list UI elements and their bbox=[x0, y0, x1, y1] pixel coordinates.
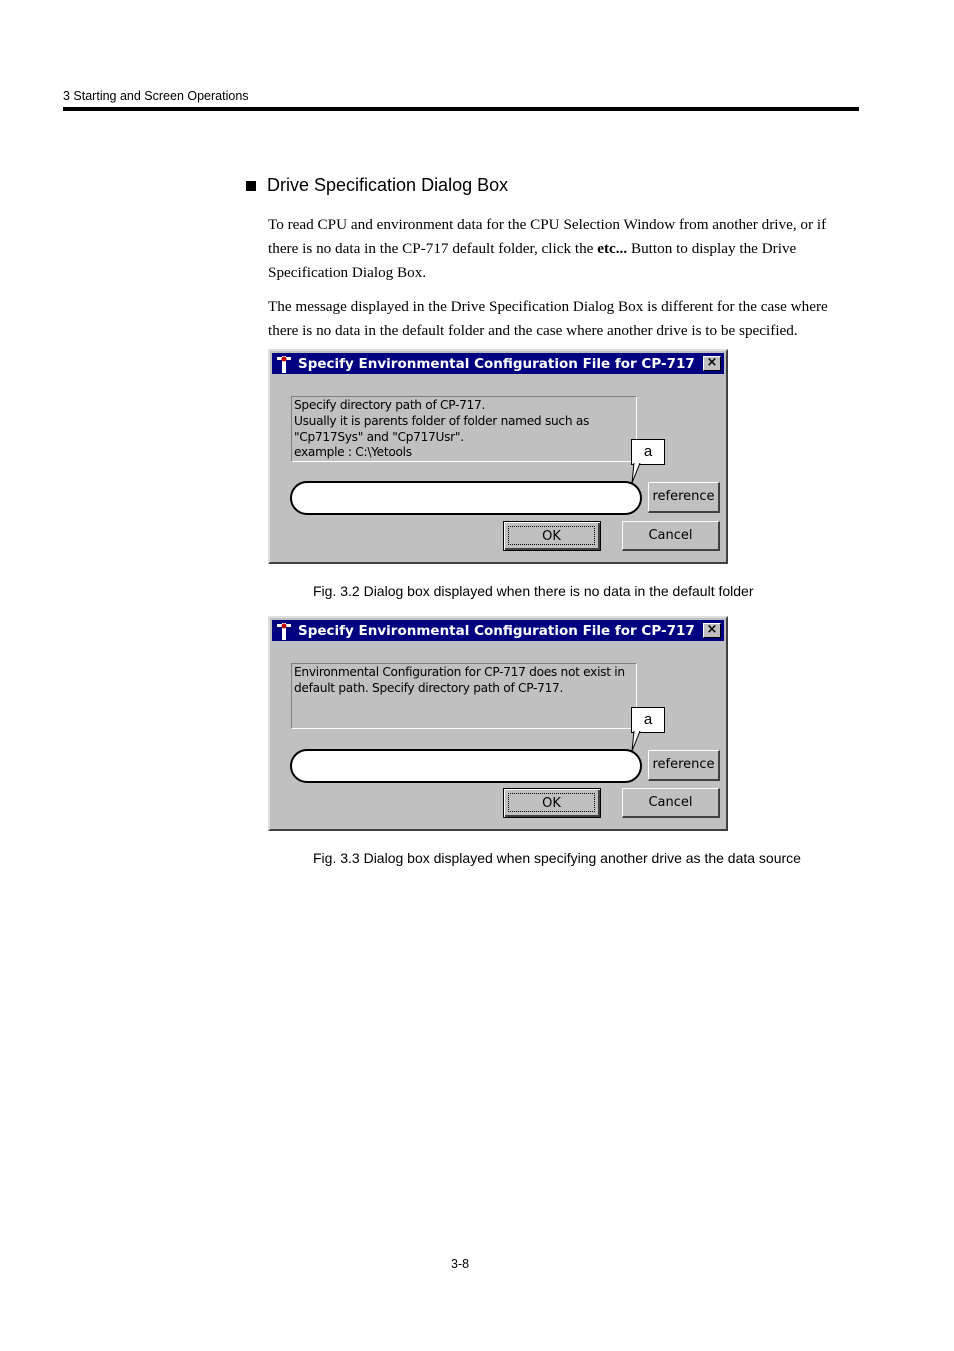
drive-spec-dialog-no-data bbox=[268, 349, 728, 564]
app-icon bbox=[276, 622, 292, 640]
close-icon: × bbox=[706, 622, 718, 637]
drive-spec-dialog-other-drive bbox=[268, 616, 728, 831]
figure-caption-3-2: Fig. 3.2 Dialog box displayed when there is no data in the default folder bbox=[313, 583, 754, 599]
reference-button[interactable]: reference bbox=[648, 750, 720, 781]
para1-text-a: To read CPU and environment data for the CPU Selection Window from another drive, or if there is no data in the CP-717 default folder, click the bbox=[268, 216, 827, 257]
callout-pointer bbox=[630, 463, 646, 485]
callout-label: a bbox=[631, 707, 665, 733]
para1-text-b: Button to display the Drive Specification Dialog Box. bbox=[268, 240, 797, 281]
message-box: Environmental Configuration for CP-717 does not exist in default path. Specify directory path of CP-717. bbox=[291, 663, 637, 729]
callout-pointer bbox=[630, 731, 646, 753]
section-heading bbox=[246, 175, 508, 196]
close-icon: × bbox=[706, 355, 718, 370]
callout-label: a bbox=[631, 439, 665, 465]
square-bullet-icon bbox=[246, 181, 256, 191]
running-header: 3 Starting and Screen Operations bbox=[63, 89, 249, 103]
dialog-titlebar bbox=[272, 620, 724, 641]
directory-path-input[interactable] bbox=[290, 481, 642, 515]
reference-button[interactable]: reference bbox=[648, 482, 720, 513]
etc-button-name: etc... bbox=[597, 240, 628, 257]
cancel-button[interactable]: Cancel bbox=[622, 521, 720, 551]
header-rule bbox=[63, 107, 859, 111]
cancel-button[interactable]: Cancel bbox=[622, 788, 720, 818]
ok-button[interactable] bbox=[503, 521, 601, 551]
directory-path-input[interactable] bbox=[290, 749, 642, 783]
page-number: 3-8 bbox=[451, 1257, 470, 1271]
figure-caption-3-3: Fig. 3.3 Dialog box displayed when specifying another drive as the data source bbox=[313, 850, 801, 866]
dialog-title: Specify Environmental Configuration File for CP-717 bbox=[298, 622, 695, 639]
ok-button[interactable] bbox=[503, 788, 601, 818]
difference-paragraph: The message displayed in the Drive Specification Dialog Box is different for the case where there is no data in the default folder and the case where another drive is to be specified. bbox=[268, 298, 828, 339]
close-button[interactable] bbox=[703, 623, 721, 638]
close-button[interactable] bbox=[703, 356, 721, 371]
dialog-titlebar bbox=[272, 353, 724, 374]
ok-label: OK bbox=[508, 526, 595, 545]
dialog-title: Specify Environmental Configuration File for CP-717 bbox=[298, 355, 695, 372]
message-box: Specify directory path of CP-717. Usually it is parents folder of folder named such as "Cp717Sys" and "Cp717Usr". example : C:\Yetools bbox=[291, 396, 637, 462]
app-icon bbox=[276, 355, 292, 373]
section-title: Drive Specification Dialog Box bbox=[267, 175, 509, 195]
ok-label: OK bbox=[508, 793, 595, 812]
intro-paragraph bbox=[268, 213, 860, 285]
